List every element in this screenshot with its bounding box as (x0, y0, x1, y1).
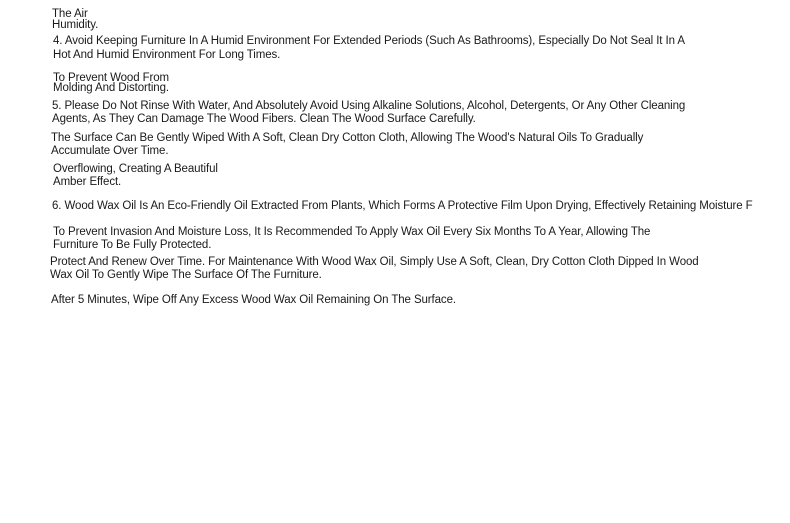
text-line-overflowing: Overflowing, Creating A Beautiful (53, 163, 218, 175)
text-line-item-5-part-2: Agents, As They Can Damage The Wood Fibers. Clean The Wood Surface Carefully. (52, 113, 476, 125)
text-line-item-6: 6. Wood Wax Oil Is An Eco-Friendly Oil Extracted From Plants, Which Forms A Protective Film Upon Drying, Effectively Retaining Moisture F (52, 200, 753, 212)
text-line-the-air: The Air (52, 8, 88, 20)
text-line-after-5-minutes: After 5 Minutes, Wipe Off Any Excess Wood Wax Oil Remaining On The Surface. (51, 294, 456, 306)
text-line-prevent-invasion: To Prevent Invasion And Moisture Loss, It Is Recommended To Apply Wax Oil Every Six Months To A Year, Allowing The (53, 226, 651, 238)
text-line-surface-wiped: The Surface Can Be Gently Wiped With A Soft, Clean Dry Cotton Cloth, Allowing The Wood's Natural Oils To Gradually (51, 132, 644, 144)
text-line-item-5-part-1: 5. Please Do Not Rinse With Water, And Absolutely Avoid Using Alkaline Solutions, Alcohol, Detergents, Or Any Other Cleaning (52, 100, 686, 112)
text-line-item-4-part-2: Hot And Humid Environment For Long Times. (53, 49, 281, 61)
text-line-prevent-wood: To Prevent Wood From (53, 72, 170, 84)
text-line-item-4-part-1: 4. Avoid Keeping Furniture In A Humid Environment For Extended Periods (Such As Bathrooms), Especially Do Not Seal It In A (53, 35, 685, 47)
text-line-fully-protected: Furniture To Be Fully Protected. (53, 239, 212, 251)
text-line-accumulate: Accumulate Over Time. (51, 145, 169, 157)
text-line-amber-effect: Amber Effect. (53, 176, 122, 188)
text-line-molding: Molding And Distorting. (53, 82, 169, 94)
text-line-wax-oil-wipe: Wax Oil To Gently Wipe The Surface Of The Furniture. (50, 269, 322, 281)
text-line-protect-renew: Protect And Renew Over Time. For Maintenance With Wood Wax Oil, Simply Use A Soft, Clean, Dry Cotton Cloth Dipped In Wood (50, 256, 699, 268)
text-line-humidity: Humidity. (52, 19, 99, 31)
